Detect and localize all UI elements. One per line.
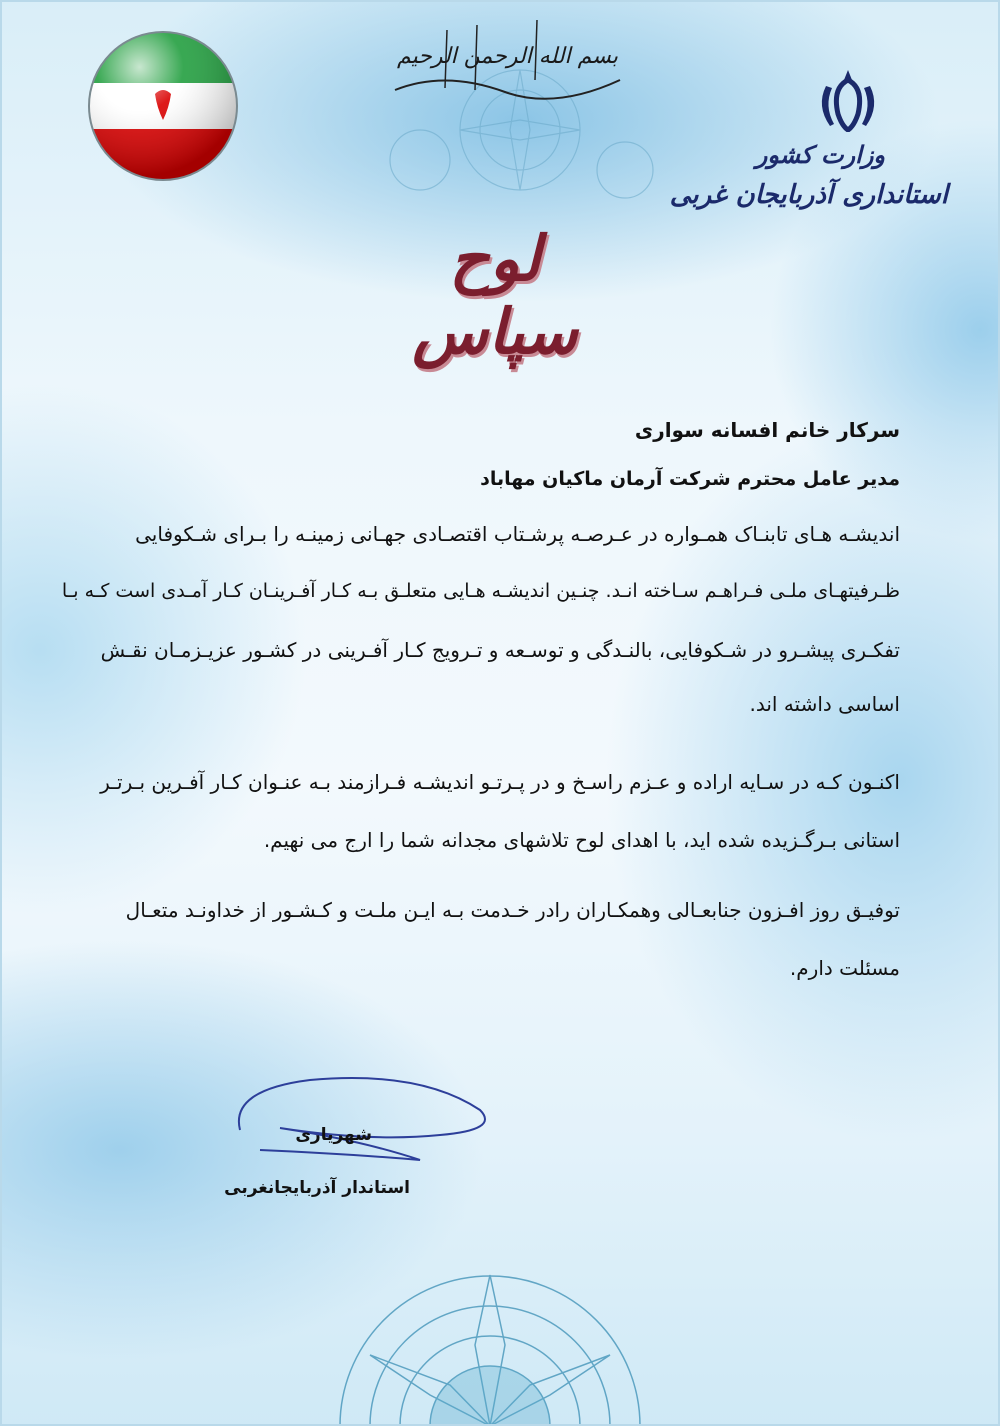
body-line: اساسی داشته اند. — [749, 692, 900, 716]
emblem-icon — [812, 66, 884, 132]
bottom-ornament — [330, 1195, 650, 1426]
certificate-title: لوح سپاس — [412, 222, 578, 368]
body-line: استانی بـرگـزیده شده اید، با اهدای لوح تلاشهای مجدانه شما را ارج می نهیم. — [263, 828, 900, 852]
body-line: اکنـون کـه در سـایه اراده و عـزم راسـخ و در پـرتـو اندیشـه فـرازمند بـه عنـوان کـار آفـرین بـرتـر — [100, 770, 900, 794]
body-line: توفیـق روز افـزون جنابعـالی وهمکـاران رادر خـدمت بـه ایـن ملـت و کـشـور از خداونـد متعـال — [125, 898, 900, 922]
ministry-name: وزارت کشور — [755, 140, 885, 169]
bismillah-text: بسم الله الرحمن الرحیم — [396, 44, 619, 69]
bismillah-calligraphy — [385, 10, 630, 105]
province-name: استانداری آذربایجان غربی — [669, 180, 948, 210]
recipient-name: سرکار خانم افسانه سواری — [634, 418, 900, 442]
handwritten-signature — [220, 1070, 510, 1170]
signatory-name: شهریاری — [295, 1125, 372, 1145]
body-line: اندیشـه هـای تابنـاک همـواره در عـرصـه پرشـتاب اقتصـادی جهـانی زمینـه را بـرای شـکوفایی — [135, 522, 900, 546]
signatory-title: استاندار آذربایجانغربی — [224, 1178, 410, 1198]
body-line: تفکـری پیشـرو در شـکوفایی، بالنـدگی و توسـعه و تـرویج کـار آفـرینی در کشـور عزیـزمـان نقـش — [100, 638, 900, 662]
recipient-position: مدیر عامل محترم شرکت آرمان ماکیان مهاباد — [480, 468, 900, 490]
body-line: مسئلت دارم. — [789, 956, 900, 980]
iran-flag-sphere — [85, 28, 241, 184]
body-line: ظـرفیتهـای ملـی فـراهـم سـاخته انـد. چنـین اندیشـه هـایی متعلـق بـه کـار آفـرینـان کـار آمـدی است کـه بـا — [61, 580, 900, 602]
